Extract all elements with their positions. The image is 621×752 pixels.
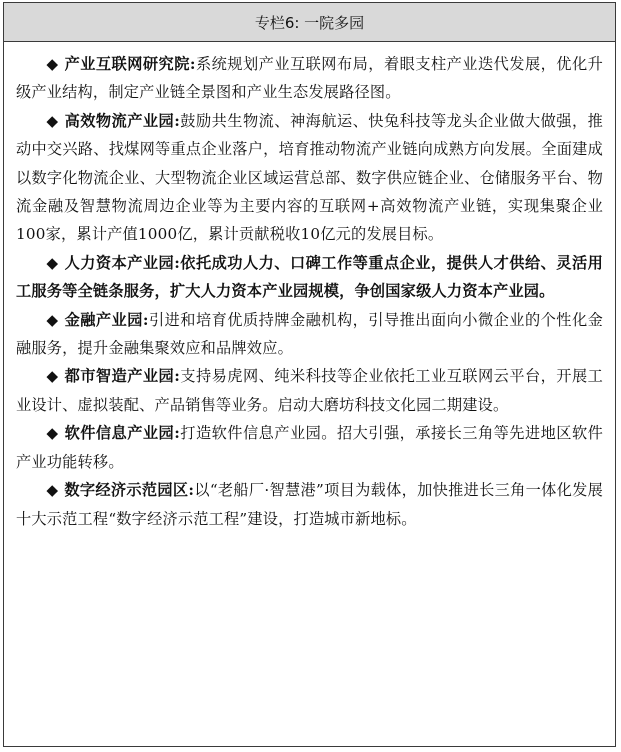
diamond-bullet-icon: ◆ [46, 253, 59, 272]
item-term: 金融产业园: [64, 310, 149, 329]
item-term: 都市智造产业园: [64, 367, 181, 386]
item-software-park [16, 419, 603, 476]
item-desc: 以“老船厂·智慧港”项目为载体，加快推进长三角一体化发展十大示范工程“数字经济示范工程”建设，打造城市新地标。 [16, 481, 603, 528]
column-header [4, 3, 615, 42]
item-desc: 引进和培育优质持牌金融机构，引导推出面向小微企业的个性化金融服务，提升金融集聚效应和品牌效应。 [16, 310, 603, 358]
item-human-capital-park [16, 249, 603, 306]
diamond-bullet-icon: ◆ [46, 310, 59, 329]
item-term: 产业互联网研究院: [64, 55, 196, 73]
item-term: 高效物流产业园: [64, 111, 181, 130]
item-desc: 支持易虎网、纯米科技等企业依托工业互联网云平台，开展工业设计、虚拟装配、产品销售等业务。启动大磨坊科技文化园二期建设。 [16, 367, 603, 414]
item-desc: 系统规划产业互联网布局，着眼支柱产业迭代发展，优化升级产业结构，制定产业链全景图和产业生态发展路径图。 [16, 55, 603, 102]
diamond-bullet-icon: ◆ [46, 481, 59, 500]
diamond-bullet-icon: ◆ [46, 367, 59, 386]
item-logistics-park [16, 107, 603, 249]
item-term: 人力资本产业园: [64, 253, 181, 272]
item-term: 数字经济示范园区: [64, 481, 195, 500]
diamond-bullet-icon: ◆ [46, 424, 59, 443]
item-desc: 鼓励共生物流、神海航运、快兔科技等龙头企业做大做强，推动中交兴路、找煤网等重点企业落户，培育推动物流产业链向成熟方向发展。全面建成以数字化物流企业、大型物流企业区域运营总部、数字供应链企业、仓储服务平台、物流金融及智慧物流周边企业等为主要内容的互联网+高效物流产业链，实现集聚企业100家，累计产值1000亿，累计贡献税收10亿元的发展目标。 [16, 111, 603, 244]
column-title: 专栏6: 一院多园 [254, 13, 365, 32]
item-digital-economy-park [16, 476, 603, 533]
diamond-bullet-icon: ◆ [46, 111, 59, 130]
item-desc: 依托成功人力、口碑工作等重点企业，提供人才供给、灵活用工服务等全链条服务，扩大人力资本产业园规模，争创国家级人力资本产业园。 [16, 253, 603, 301]
column-box [3, 2, 616, 747]
item-industrial-internet-institute [16, 50, 603, 107]
item-term: 软件信息产业园: [64, 424, 181, 443]
diamond-bullet-icon: ◆ [46, 55, 59, 73]
item-finance-park [16, 306, 603, 363]
column-content [4, 42, 615, 533]
item-urban-manufacturing-park [16, 362, 603, 419]
item-desc: 打造软件信息产业园。招大引强，承接长三角等先进地区软件产业功能转移。 [16, 424, 603, 471]
